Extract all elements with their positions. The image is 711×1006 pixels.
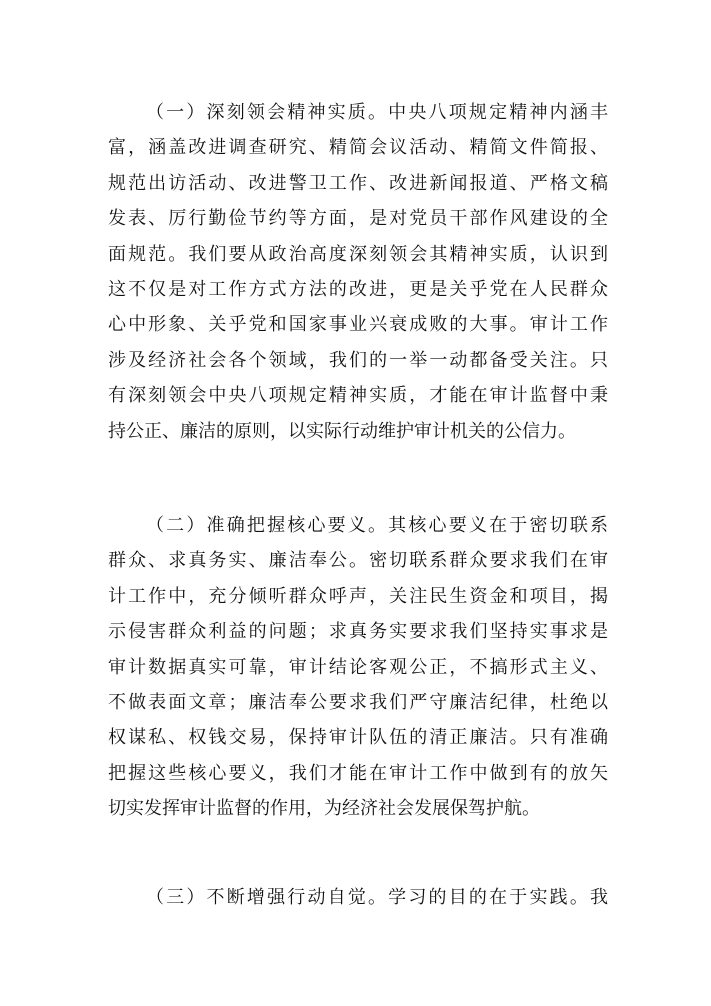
paragraph-line: （二）准确把握核心要义。其核心要义在于密切联系 (146, 515, 608, 536)
paragraph-line: 富，涵盖改进调查研究、精简会议活动、精简文件简报、 (108, 137, 608, 159)
paragraph-line: 群众、求真务实、廉洁奉公。密切联系群众要求我们在审 (108, 550, 608, 572)
paragraph-line: 面规范。我们要从政治高度深刻领会其精神实质，认识到 (108, 243, 608, 265)
paragraph-line: 不做表面文章；廉洁奉公要求我们严守廉洁纪律，杜绝以 (108, 691, 608, 713)
paragraph-line: （三）不断增强行动自觉。学习的目的在于实践。我 (146, 887, 608, 908)
paragraph-line: 持公正、廉洁的原则，以实际行动维护审计机关的公信力。 (108, 420, 576, 442)
paragraph-line: 发表、厉行勤俭节约等方面，是对党员干部作风建设的全 (108, 208, 608, 230)
paragraph-line: 权谋私、权钱交易，保持审计队伍的清正廉洁。只有准确 (108, 727, 608, 749)
paragraph-1 (108, 95, 608, 449)
paragraph-line: 有深刻领会中央八项规定精神实质，才能在审计监督中秉 (108, 385, 608, 407)
paragraph-line: 心中形象、关乎党和国家事业兴衰成败的大事。审计工作 (108, 314, 608, 336)
paragraph-line: 涉及经济社会各个领域，我们的一举一动都备受关注。只 (108, 349, 608, 371)
paragraph-line: 计工作中，充分倾听群众呼声，关注民生资金和项目，揭 (108, 585, 608, 607)
paragraph-line: 这不仅是对工作方式方法的改进，更是关乎党在人民群众 (108, 278, 608, 300)
paragraph-line: 把握这些核心要义，我们才能在审计工作中做到有的放矢 (108, 762, 608, 784)
paragraph-line: 审计数据真实可靠，审计结论客观公正，不搞形式主义、 (108, 656, 608, 678)
paragraph-line: 切实发挥审计监督的作用，为经济社会发展保驾护航。 (108, 798, 540, 820)
paragraph-line: 示侵害群众利益的问题；求真务实要求我们坚持实事求是 (108, 621, 608, 643)
paragraph-2 (108, 508, 608, 827)
paragraph-3 (108, 880, 608, 915)
paragraph-line: 规范出访活动、改进警卫工作、改进新闻报道、严格文稿 (108, 172, 608, 194)
paragraph-line: （一）深刻领会精神实质。中央八项规定精神内涵丰 (146, 102, 608, 123)
